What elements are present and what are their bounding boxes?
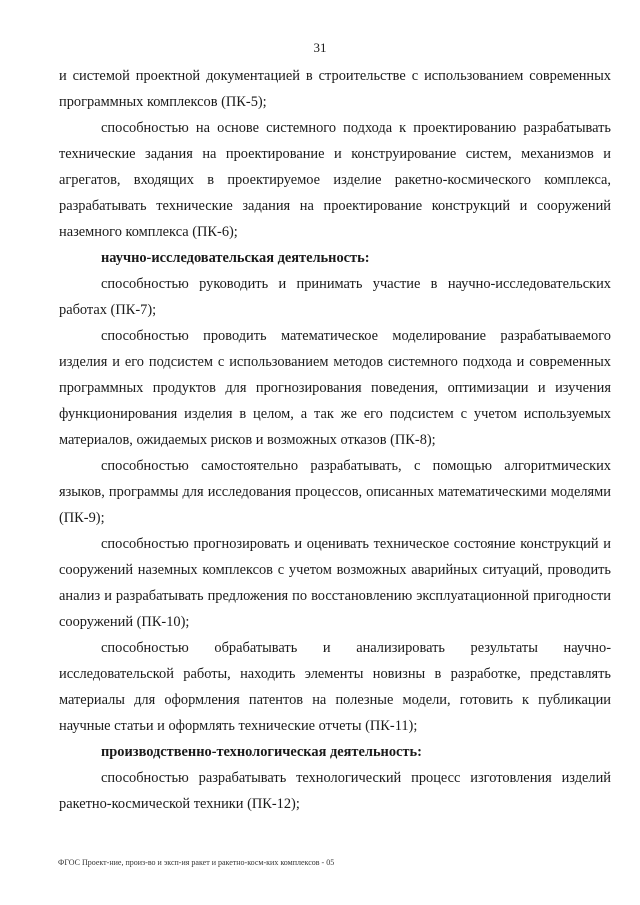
- paragraph-pk12: способностью разрабатывать технологический процесс изготовления изделий ракетно-космической техники (ПК-12);: [59, 770, 611, 812]
- paragraph-pk9: способностью самостоятельно разрабатывать, с помощью алгоритмических языков, программы для исследования процессов, описанных математическими моделями (ПК-9);: [59, 458, 611, 526]
- paragraph-pk11: способностью обрабатывать и анализировать результаты научно-исследовательской работы, находить элементы новизны в разработке, представлять материалы для оформления патентов на полезные модели, готовить к публикации научные статьи и оформлять технические отчеты (ПК-11);: [59, 640, 611, 734]
- paragraph-pk8: способностью проводить математическое моделирование разрабатываемого изделия и его подсистем с использованием методов системного подхода и современных программных продуктов для прогнозирования поведения, оптимизации и изучения функционирования изделия в целом, а так же его подсистем с учетом используемых материалов, ожидаемых рисков и возможных отказов (ПК-8);: [59, 328, 611, 448]
- heading-research-activity: научно-исследовательская деятельность:: [101, 250, 370, 266]
- document-body: [59, 63, 611, 817]
- paragraph-pk5: и системой проектной документацией в строительстве с использованием современных программных комплексов (ПК-5);: [59, 68, 611, 110]
- page-number: 31: [313, 40, 327, 55]
- paragraph-pk10: способностью прогнозировать и оценивать техническое состояние конструкций и сооружений наземных комплексов с учетом возможных аварийных ситуаций, проводить анализ и разрабатывать предложения по восстановлению эксплуатационной пригодности сооружений (ПК-10);: [59, 536, 611, 630]
- page-footer: ФГОС Проект-ние, произ-во и эксп-ия ракет и ракетно-косм-ких комплексов - 05: [58, 858, 335, 867]
- heading-production-activity: производственно-технологическая деятельность:: [101, 744, 422, 760]
- paragraph-pk6: способностью на основе системного подхода к проектированию разрабатывать технические задания на проектирование и конструирование систем, механизмов и агрегатов, входящих в проектируемое изделие ракетно-космического комплекса, разрабатывать технические задания на проектирование конструкций и сооружений наземного комплекса (ПК-6);: [59, 120, 611, 240]
- paragraph-pk7: способностью руководить и принимать участие в научно-исследовательских работах (ПК-7);: [59, 276, 611, 318]
